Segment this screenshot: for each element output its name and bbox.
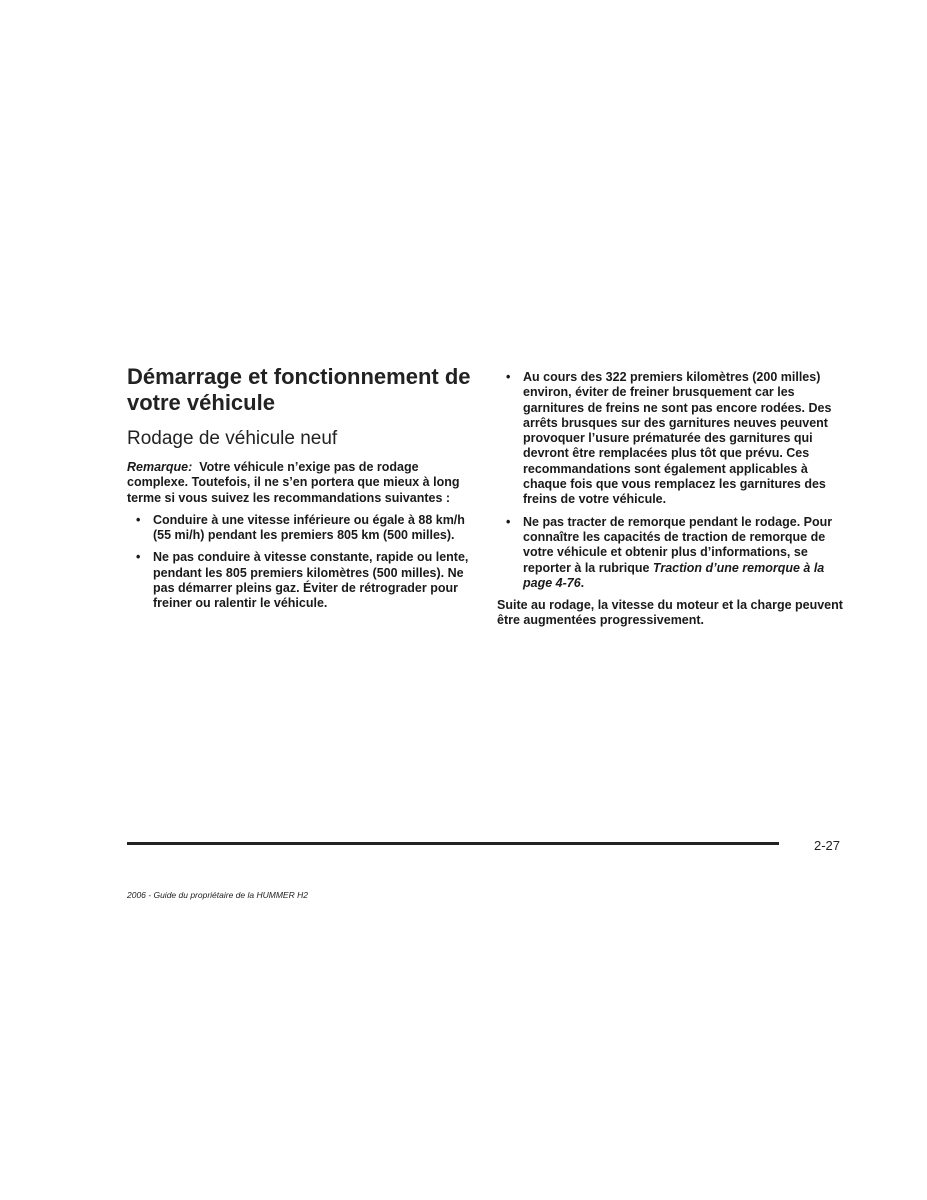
note-paragraph — [127, 460, 472, 506]
note-label: Remarque: — [127, 460, 193, 474]
list-item-text: Conduire à une vitesse inférieure ou égale à 88 km/h (55 mi/h) pendant les premiers 805 km (500 milles). — [153, 512, 465, 543]
left-bullet-list — [127, 513, 472, 612]
bullet-icon: • — [506, 514, 511, 529]
section-title: Démarrage et fonctionnement de votre véhicule — [127, 364, 471, 415]
list-item-end: . — [580, 575, 585, 590]
bullet-icon: • — [136, 550, 141, 565]
list-item — [127, 550, 472, 611]
list-item — [497, 370, 847, 508]
cross-reference-link[interactable]: Traction d’une remorque à la page 4-76 — [523, 560, 825, 590]
left-column — [127, 364, 472, 619]
list-item — [497, 515, 847, 591]
page-number: 2-27 — [814, 838, 841, 853]
note-text: Votre véhicule n’exige pas de rodage complexe. Toutefois, il ne s’en portera que mieux à long terme si vous suivez les recommandations suivantes : — [127, 460, 460, 505]
list-item — [127, 513, 472, 544]
closing-paragraph: Suite au rodage, la vitesse du moteur et la charge peuvent être augmentées progressivement. — [497, 598, 843, 628]
subsection-title: Rodage de véhicule neuf — [127, 428, 338, 449]
list-item-text: Ne pas conduire à vitesse constante, rapide ou lente, pendant les 805 premiers kilomètres (500 milles). Ne pas démarrer pleins gaz. Éviter de rétrograder pour freiner ou ralentir le véhicule. — [153, 550, 469, 611]
right-column — [497, 370, 847, 636]
footer-text: 2006 - Guide du propriétaire de la HUMMER H2 — [127, 890, 308, 900]
bullet-icon: • — [506, 370, 511, 384]
list-item-text: Au cours des 322 premiers kilomètres (200 milles) environ, éviter de freiner brusquement car les garnitures de freins ne sont pas encore rodées. Des arrêts brusques sur des garnitures neuves peuvent provoquer l’usure prématurée des garnitures qui devront être remplacées plus tôt que prévu. Ces recommandations sont également applicables à chaque fois que vous remplacez les garnitures des freins de votre véhicule. — [523, 370, 832, 507]
list-item-text: Ne pas tracter de remorque pendant le rodage. Pour connaître les capacités de traction de remorque de votre véhicule et obtenir plus d’informations, se reporter à la rubrique — [523, 514, 833, 575]
bullet-icon: • — [136, 512, 141, 527]
right-bullet-list — [497, 370, 847, 591]
footer-rule — [127, 842, 779, 845]
